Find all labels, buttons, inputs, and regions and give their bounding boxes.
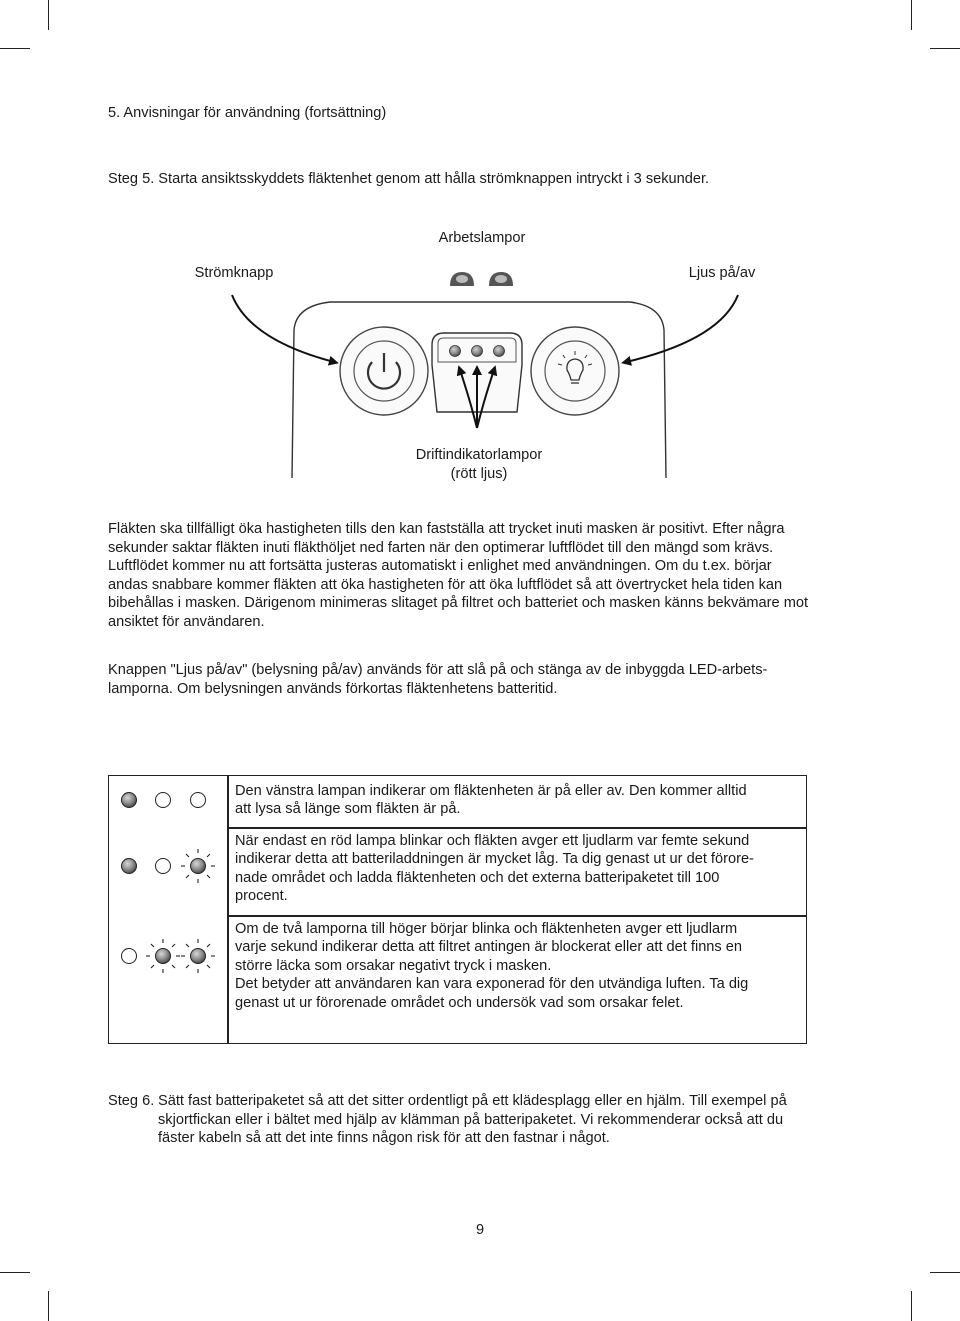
paragraph-light-button bbox=[108, 661, 868, 698]
text-line: Om de två lamporna till höger börjar blinka och fläktenheten avger ett ljudlarm bbox=[235, 921, 738, 937]
text-line: genast ut ur förorenade området och undersök vad som orsakar felet. bbox=[235, 994, 684, 1011]
led-off-icon bbox=[156, 793, 171, 808]
label-power-button: Strömknapp bbox=[194, 265, 274, 281]
page-number: 9 bbox=[475, 1222, 485, 1238]
text-line: Knappen "Ljus på/av" (belysning på/av) används för att slå på och stänga av de inbyggda LED-arbets- bbox=[108, 662, 768, 678]
text-line: ansiktet för användaren. bbox=[108, 613, 265, 630]
led-row-filter-blocked bbox=[122, 939, 216, 973]
text-line: andas snabbare kommer fläkten att öka hastigheten för att öka luftflödet så att övertrycket hela tiden kan bbox=[108, 576, 783, 593]
text-line: varje sekund indikerar detta att filtret antingen är blockerat eller att det finns en bbox=[235, 939, 743, 956]
led-row-description bbox=[235, 782, 747, 819]
indicator-led-icon bbox=[450, 346, 461, 357]
text-line: När endast en röd lampa blinkar och fläkten avger ett ljudlarm var femte sekund bbox=[235, 833, 750, 849]
text-line: indikerar detta att batteriladdningen är mycket låg. Ta dig genast ut ur det förore- bbox=[235, 851, 754, 868]
label-indicator-sub: (rött ljus) bbox=[450, 466, 508, 482]
crop-mark bbox=[48, 1291, 49, 1321]
led-blinking-icon bbox=[181, 939, 215, 973]
led-row-description bbox=[235, 832, 754, 906]
light-button-icon bbox=[531, 327, 619, 415]
label-work-lamps: Arbetslampor bbox=[438, 230, 526, 246]
step5-text: Steg 5. Starta ansiktsskyddets fläktenhet genom att hålla strömknappen intryckt i 3 sekunder. bbox=[108, 171, 710, 187]
paragraph-fan-behavior bbox=[108, 520, 868, 632]
text-line: större läcka som orsakar negativt tryck i masken. bbox=[235, 957, 552, 974]
text-line: nade området och ladda fläktenheten och det externa batteripaketet till 100 bbox=[235, 869, 720, 886]
text-line: fäster kabeln så att det inte finns någon risk för att den fastnar i något. bbox=[158, 1130, 610, 1147]
work-lamp-left-icon bbox=[450, 272, 474, 286]
indicator-led-icon bbox=[494, 346, 505, 357]
power-button-icon bbox=[340, 327, 428, 415]
section-title: 5. Anvisningar för användning (fortsättning) bbox=[108, 105, 387, 121]
text-line: Den vänstra lampan indikerar om fläktenheten är på eller av. Den kommer alltid bbox=[235, 783, 747, 799]
text-line: lamporna. Om belysningen används förkortas fläktenhetens batteritid. bbox=[108, 680, 558, 697]
led-off-icon bbox=[122, 949, 137, 964]
table-divider bbox=[227, 915, 806, 917]
text-line: sekunder saktar fläkten inuti fläkthöljet ned farten när den optimerar luftflödet till den mängd som krävs. bbox=[108, 539, 774, 556]
text-line: procent. bbox=[235, 888, 288, 905]
text-line: Sätt fast batteripaketet så att det sitter ordentligt på ett klädesplagg eller en hjälm. Till exempel på bbox=[158, 1093, 787, 1109]
led-off-icon bbox=[156, 859, 171, 874]
table-divider bbox=[227, 776, 229, 1043]
text-line: att lysa så länge som fläkten är på. bbox=[235, 801, 461, 818]
work-lamp-right-icon bbox=[489, 272, 513, 286]
label-light-toggle: Ljus på/av bbox=[688, 265, 756, 281]
led-row-low-battery bbox=[122, 849, 216, 883]
text-line: Fläkten ska tillfälligt öka hastigheten tills den kan fastställa att trycket inuti masken är positivt. Efter några bbox=[108, 521, 785, 537]
text-line: bibehållas i masken. Därigenom minimeras slitaget på filtret och batteriet och masken känns bekvämare mot bbox=[108, 595, 809, 612]
led-row-description bbox=[235, 920, 748, 1012]
led-lit-icon bbox=[122, 859, 137, 874]
step6-label: Steg 6. bbox=[108, 1093, 155, 1109]
crop-mark bbox=[0, 1272, 30, 1273]
step6-body bbox=[158, 1092, 858, 1148]
text-line: skjortfickan eller i bältet med hjälp av klämman på batteripaketet. Vi rekommenderar också att du bbox=[158, 1111, 784, 1128]
control-panel-diagram bbox=[0, 0, 960, 500]
led-blinking-icon bbox=[181, 849, 215, 883]
text-line: Det betyder att användaren kan vara exponerad för den utvändiga luften. Ta dig bbox=[235, 976, 749, 993]
text-line: Luftflödet kommer nu att fortsätta justeras automatiskt i enlighet med användningen. Om du t.ex. börjar bbox=[108, 558, 772, 575]
led-blinking-icon bbox=[146, 939, 180, 973]
led-status-table bbox=[108, 775, 807, 1044]
crop-mark bbox=[930, 1272, 960, 1273]
led-off-icon bbox=[191, 793, 206, 808]
power-pointer-arrow bbox=[232, 295, 334, 362]
crop-mark bbox=[911, 1291, 912, 1321]
table-divider bbox=[227, 827, 806, 829]
led-row-power-on bbox=[122, 793, 206, 808]
indicator-led-icon bbox=[472, 346, 483, 357]
led-lit-icon bbox=[122, 793, 137, 808]
led-patterns bbox=[109, 776, 227, 1042]
label-indicator: Driftindikatorlampor bbox=[415, 447, 543, 463]
